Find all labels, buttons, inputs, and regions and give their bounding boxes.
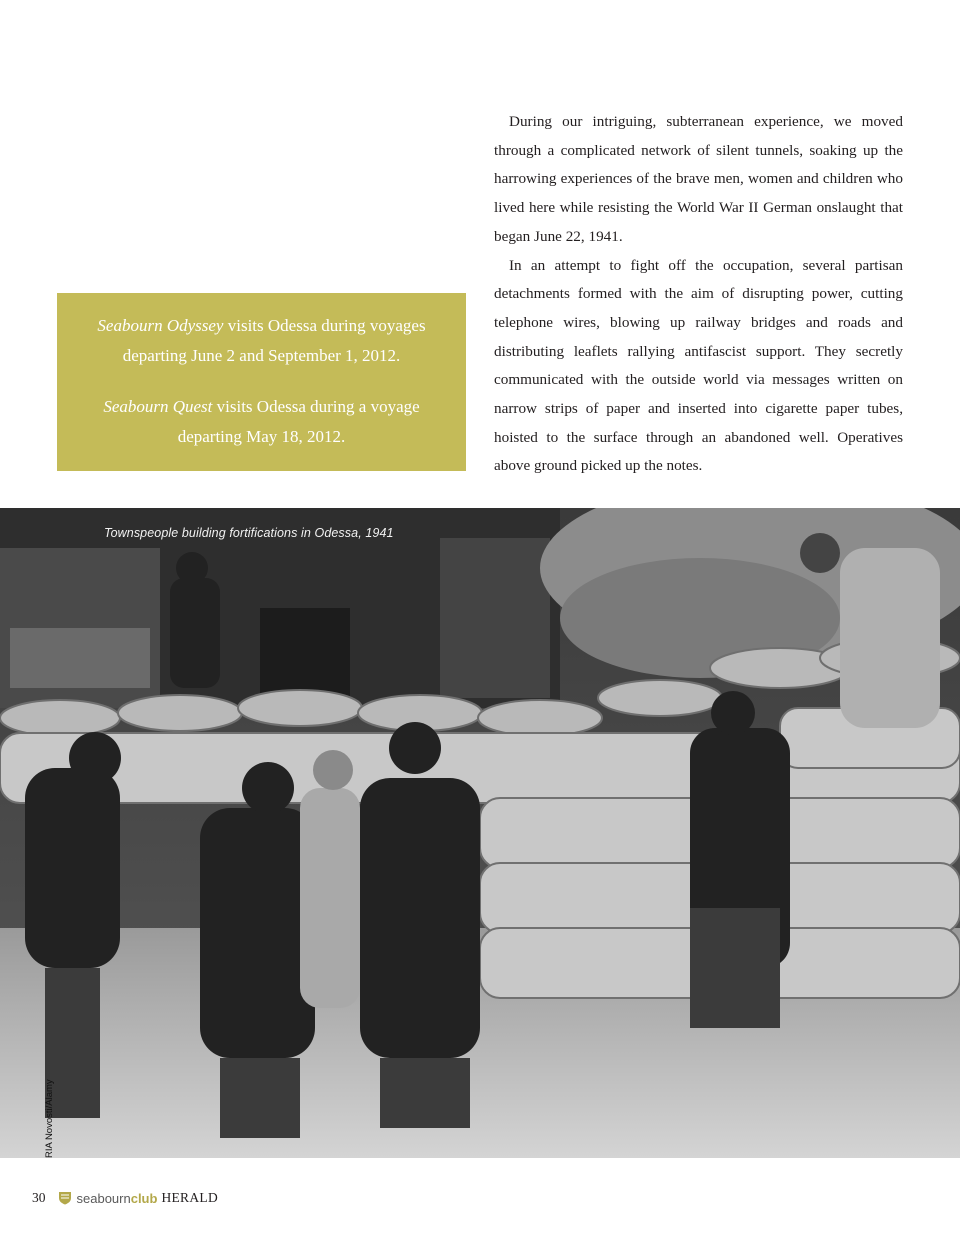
page-footer (32, 1188, 218, 1208)
brand-seabourn: seabourn (76, 1190, 131, 1206)
article-body (494, 108, 903, 481)
page-number: 30 (32, 1190, 46, 1205)
callout-odyssey-text: visits Odessa during voyages departing June 2 and September 1, 2012. (122, 316, 426, 365)
brand-herald: HERALD (161, 1190, 218, 1205)
historical-photo (0, 508, 960, 1158)
photo-illustration (0, 508, 960, 1158)
photo-credit: RIA Novosti/Alamy (44, 1079, 55, 1158)
callout-quest (71, 392, 452, 452)
ship-name-odyssey: Seabourn Odyssey (97, 316, 224, 335)
callout-odyssey (71, 311, 452, 371)
article-paragraph-1: During our intriguing, subterranean experience, we moved through a complicated network of silent tunnels, soaking up the harrowing experiences of the brave men, women and children who lived here while resisting the World War II German onslaught that began June 22, 1941. (494, 113, 903, 245)
seabourn-shield-icon (58, 1191, 72, 1205)
article-paragraph-2: In an attempt to fight off the occupation, several partisan detachments formed with the aim of disrupting power, cutting telephone wires, blowing up railway bridges and roads and distributing leaflets rallying antifascist support. They secretly communicated with the outside world via messages written on narrow strips of paper and inserted into cigarette paper tubes, hoisted to the surface through an abandoned well. Operatives above ground picked up the notes. (494, 256, 903, 475)
brand-club: club (130, 1190, 158, 1206)
photo-caption: Townspeople building fortifications in Odessa, 1941 (104, 526, 394, 540)
voyage-callout-box (57, 293, 466, 471)
callout-quest-text: visits Odessa during a voyage departing May 18, 2012. (177, 397, 420, 446)
ship-name-quest: Seabourn Quest (103, 397, 213, 416)
